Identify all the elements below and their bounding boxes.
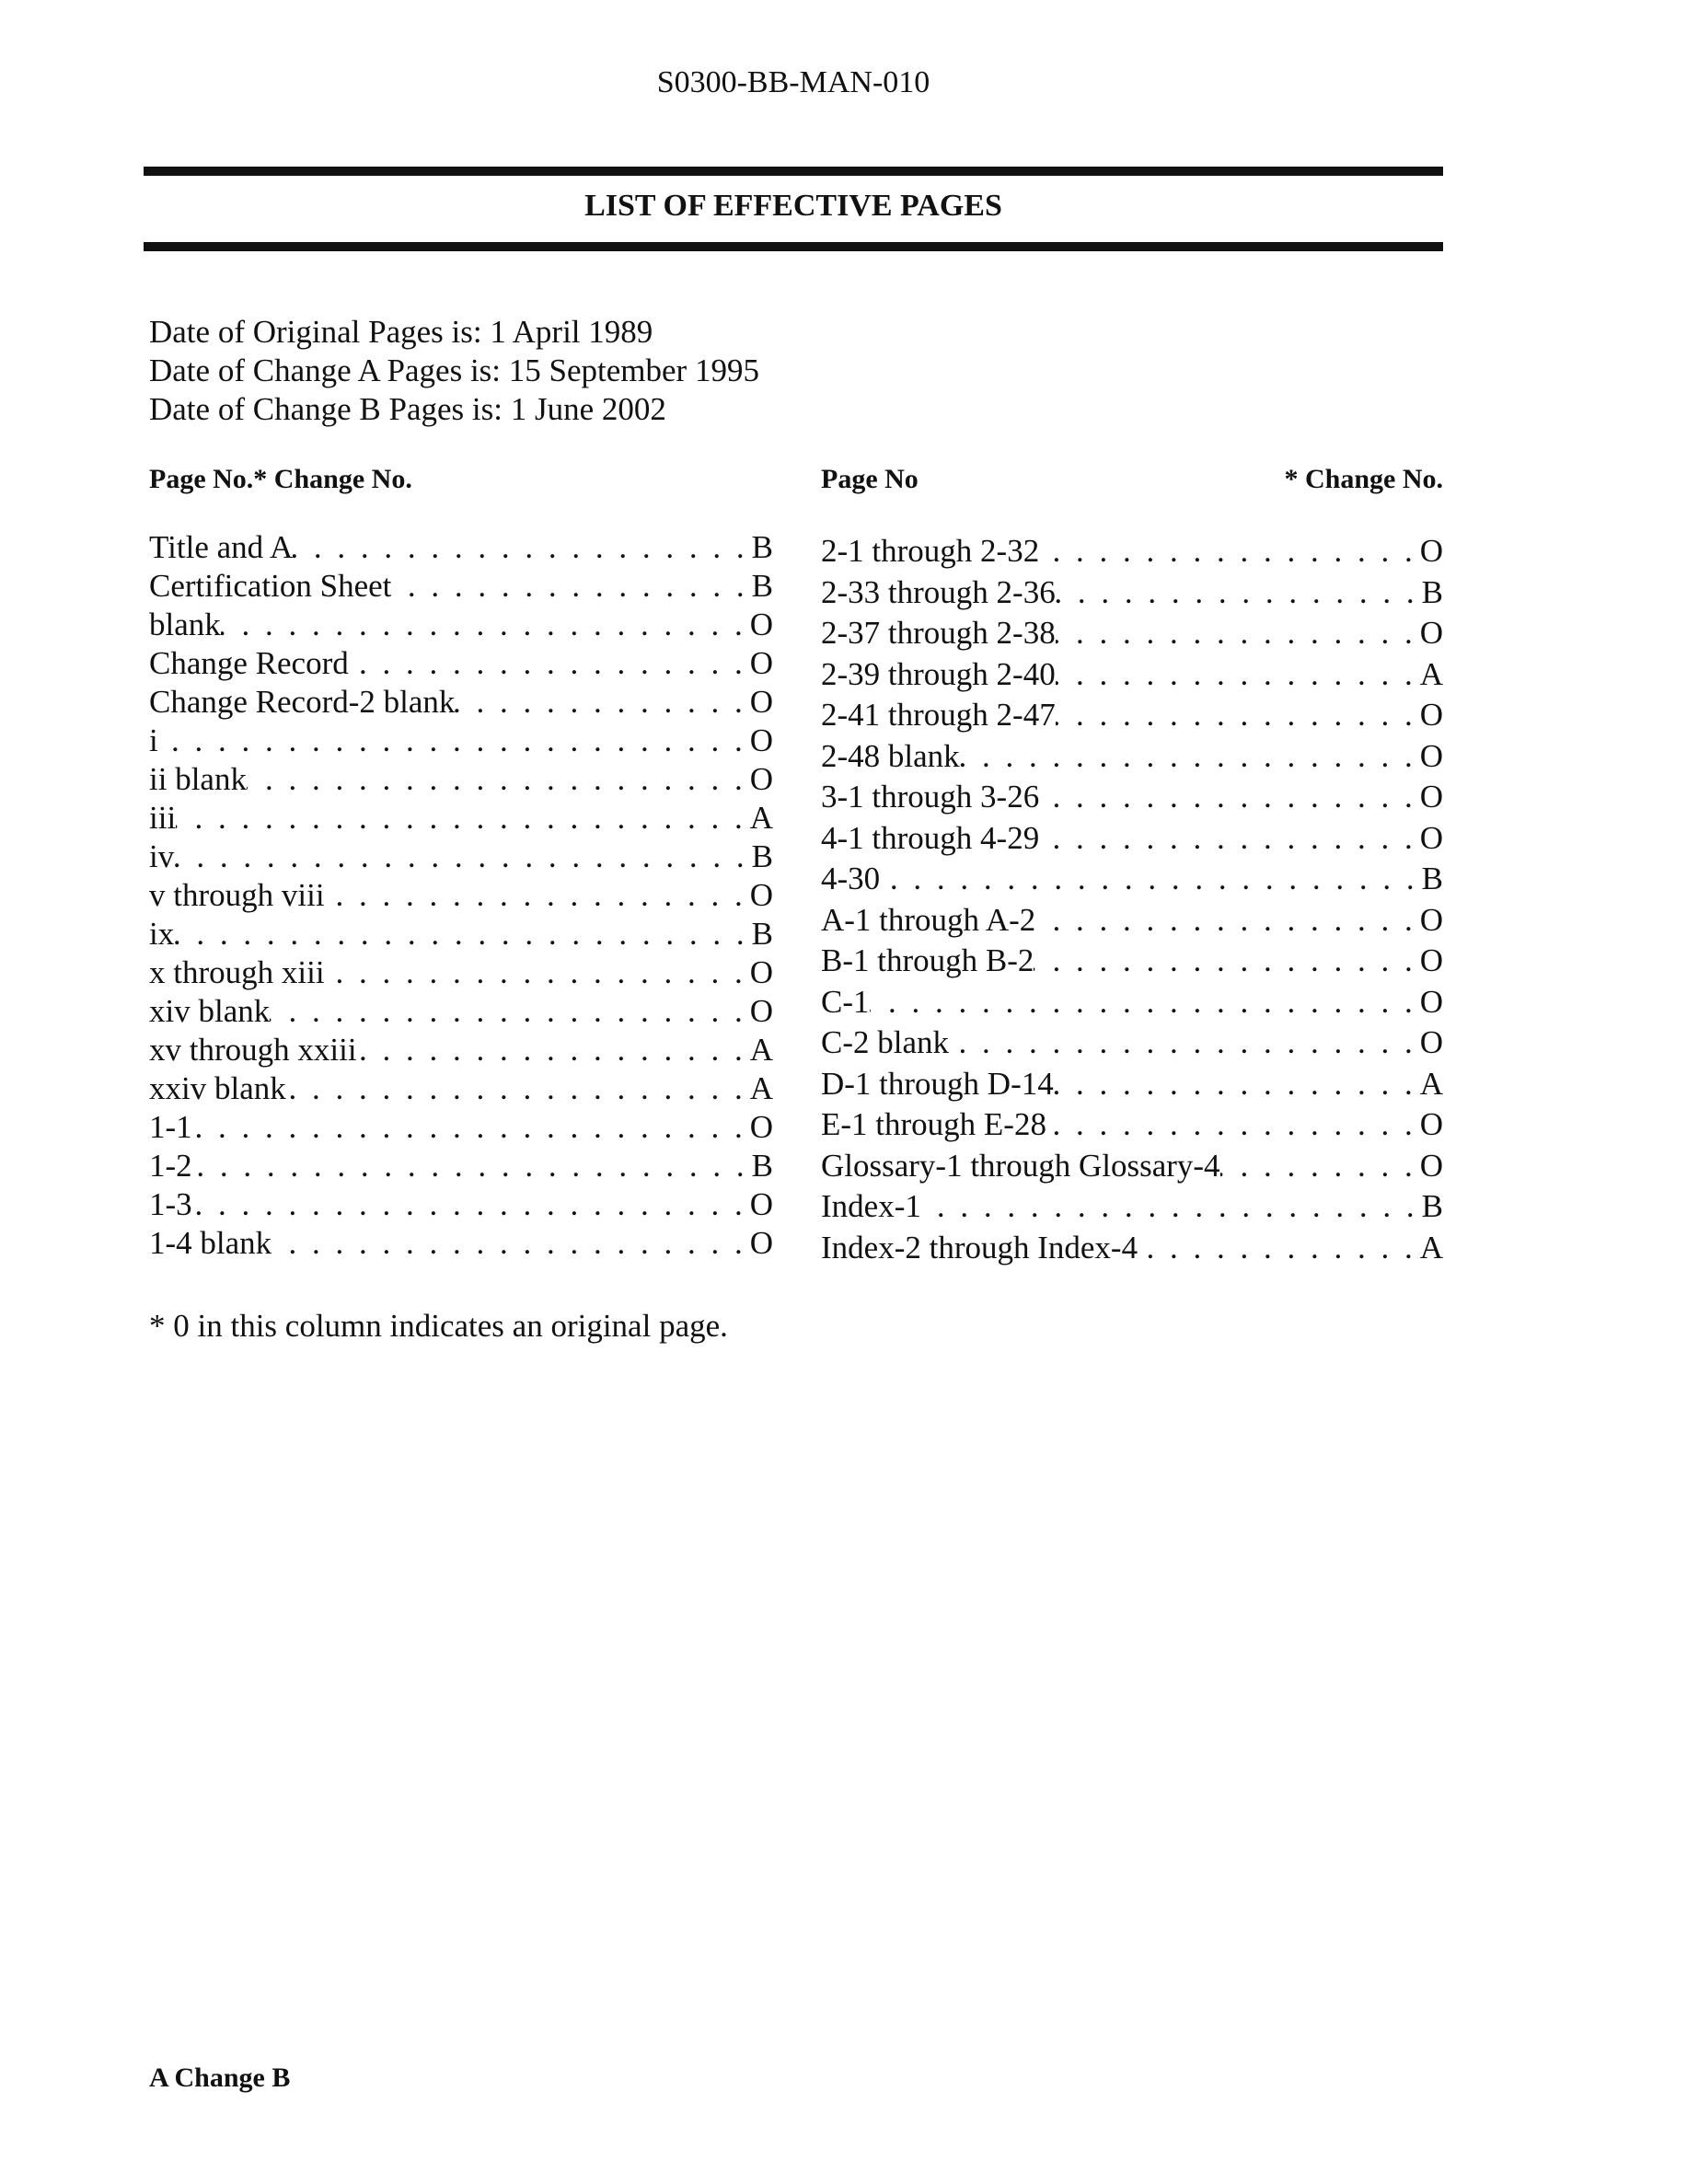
list-item [149, 1069, 773, 1108]
dot-leader [192, 1108, 750, 1147]
list-item [821, 1023, 1443, 1064]
page-number: 2-39 through 2-40 [821, 655, 1056, 692]
page-number: 3-1 through 3-26 [821, 779, 1040, 815]
change-code: O [749, 761, 773, 797]
change-code: O [749, 1225, 773, 1261]
page-number: C-2 blank [821, 1024, 950, 1060]
dot-leader [272, 1224, 750, 1263]
change-code: O [1419, 1106, 1443, 1142]
page-number: v through viii [149, 877, 325, 913]
page-number: 4-1 through 4-29 [821, 819, 1040, 856]
date-original: Date of Original Pages is: 1 April 1989 [149, 314, 653, 350]
change-code: O [1419, 737, 1443, 774]
list-item [149, 683, 773, 722]
change-dates [149, 313, 759, 429]
page-number: Title and A [149, 529, 294, 565]
list-item [821, 736, 1443, 778]
change-code: B [1421, 861, 1443, 896]
change-code: B [751, 529, 773, 565]
title-rule-top [144, 167, 1443, 176]
dot-leader [270, 992, 749, 1031]
change-code: A [749, 1070, 773, 1106]
change-code: O [749, 1109, 773, 1145]
date-change-a: Date of Change A Pages is: 15 September 1995 [149, 352, 759, 388]
page-number: 2-48 blank [821, 737, 960, 774]
list-item [149, 838, 773, 876]
change-code: A [749, 1032, 773, 1068]
change-code: A [1419, 1065, 1443, 1102]
page-number: B-1 through B-2 [821, 942, 1034, 978]
dot-leader [349, 644, 750, 683]
page-number: Change Record-2 blank [149, 684, 456, 720]
dot-leader [870, 982, 1420, 1023]
list-item [149, 876, 773, 915]
page-title: LIST OF EFFECTIVE PAGES [584, 189, 1002, 223]
list-item [149, 799, 773, 838]
dot-leader [455, 683, 749, 722]
change-code: O [749, 877, 773, 913]
page-number: Glossary-1 through Glossary-4 [821, 1147, 1220, 1184]
page-number: D-1 through D-14 [821, 1065, 1054, 1102]
change-code: A [1419, 655, 1443, 692]
list-item [149, 953, 773, 992]
page-number: iv [149, 838, 175, 874]
dot-leader [391, 567, 751, 606]
dot-leader [293, 528, 751, 567]
list-item [149, 1031, 773, 1069]
dot-leader [1220, 1146, 1420, 1187]
page-number: i [149, 722, 158, 758]
list-item [821, 695, 1443, 736]
page-footer: A Change B [149, 2063, 291, 2093]
right-page-list [821, 531, 1443, 1268]
list-item [821, 818, 1443, 860]
dot-leader [1039, 777, 1420, 818]
list-item [821, 1146, 1443, 1187]
list-item [149, 567, 773, 606]
dot-leader [1034, 941, 1419, 982]
dot-leader [1056, 613, 1420, 654]
left-column-header: Page No.* Change No. [149, 464, 412, 494]
dot-leader [1056, 695, 1420, 736]
list-item [149, 528, 773, 567]
list-item [821, 1228, 1443, 1269]
change-code: O [1419, 697, 1443, 733]
dot-leader [247, 760, 750, 799]
change-code: B [751, 838, 773, 874]
dot-leader [949, 1023, 1420, 1064]
change-code: A [749, 800, 773, 836]
dot-leader [325, 876, 750, 915]
page-number: 1-1 [149, 1109, 192, 1145]
dot-leader [221, 606, 750, 644]
page-number: ii blank [149, 761, 247, 797]
change-code: O [1419, 779, 1443, 815]
change-code: O [1419, 901, 1443, 938]
page-number: 2-1 through 2-32 [821, 533, 1040, 569]
dot-leader [192, 1185, 750, 1224]
list-item [821, 900, 1443, 942]
list-item [821, 654, 1443, 696]
change-code: O [1419, 983, 1443, 1020]
document-id: S0300-BB-MAN-010 [656, 65, 930, 99]
change-code: B [1421, 573, 1443, 610]
dot-leader [286, 1069, 750, 1108]
dot-leader [357, 1031, 750, 1069]
title-rule-bottom [144, 242, 1443, 251]
change-code: O [749, 607, 773, 642]
change-code: O [1419, 1147, 1443, 1184]
right-column-header-change: * Change No. [1284, 464, 1443, 494]
change-code: O [1419, 615, 1443, 651]
list-item [149, 1147, 773, 1185]
page-number: A-1 through A-2 [821, 901, 1036, 938]
change-code: O [1419, 942, 1443, 978]
dot-leader [176, 799, 750, 838]
change-code: O [749, 954, 773, 990]
list-item [149, 915, 773, 953]
page-number: 2-33 through 2-36 [821, 573, 1056, 610]
page-number: ix [149, 916, 175, 952]
page-number: 1-2 [149, 1148, 192, 1184]
page-number: Certification Sheet [149, 568, 392, 604]
page-number: iii [149, 800, 177, 836]
list-item [149, 1108, 773, 1147]
list-item [149, 722, 773, 760]
page-number: 4-30 [821, 861, 881, 896]
footnote: * 0 in this column indicates an original page. [149, 1308, 728, 1344]
page-number: E-1 through E-28 [821, 1106, 1046, 1142]
dot-leader [325, 953, 750, 992]
change-code: O [749, 1186, 773, 1222]
change-code: O [1419, 1024, 1443, 1060]
change-code: A [1419, 1229, 1443, 1265]
list-item [149, 1224, 773, 1263]
list-item [821, 1104, 1443, 1146]
dot-leader [1046, 1104, 1420, 1146]
left-page-list [149, 528, 773, 1263]
page-number: Change Record [149, 645, 349, 681]
page-number: 2-37 through 2-38 [821, 615, 1056, 651]
dot-leader [921, 1186, 1422, 1228]
change-code: B [751, 568, 773, 604]
page-number: Index-1 [821, 1188, 921, 1224]
list-item [821, 1064, 1443, 1105]
dot-leader [1039, 818, 1420, 860]
list-item [821, 941, 1443, 982]
page-number: 1-3 [149, 1186, 192, 1222]
list-item [149, 760, 773, 799]
list-item [149, 992, 773, 1031]
list-item [821, 777, 1443, 818]
page-number: C-1 [821, 983, 870, 1020]
change-code: O [749, 684, 773, 720]
list-item [821, 613, 1443, 654]
list-item [821, 572, 1443, 614]
list-item [149, 644, 773, 683]
dot-leader [1056, 572, 1422, 614]
page-number: xv through xxiii [149, 1032, 357, 1068]
list-item [821, 1186, 1443, 1228]
page-number: 2-41 through 2-47 [821, 697, 1056, 733]
dot-leader [1039, 531, 1420, 572]
change-code: O [749, 993, 773, 1029]
change-code: B [751, 916, 773, 952]
list-item [149, 1185, 773, 1224]
dot-leader [960, 736, 1420, 778]
dot-leader [174, 915, 751, 953]
dot-leader [1035, 900, 1419, 942]
list-item [149, 606, 773, 644]
change-code: O [749, 722, 773, 758]
dot-leader [1054, 1064, 1420, 1105]
list-item [821, 982, 1443, 1023]
page-number: blank [149, 607, 221, 642]
page-number: xiv blank [149, 993, 271, 1029]
change-code: B [751, 1148, 773, 1184]
date-change-b: Date of Change B Pages is: 1 June 2002 [149, 391, 666, 427]
dot-leader [192, 1147, 752, 1185]
page-number: Index-2 through Index-4 [821, 1229, 1138, 1265]
right-column-header-page: Page No [821, 464, 919, 494]
dot-leader [1138, 1228, 1420, 1269]
page-number: x through xiii [149, 954, 325, 990]
change-code: O [749, 645, 773, 681]
change-code: O [1419, 533, 1443, 569]
page-number: 1-4 blank [149, 1225, 272, 1261]
dot-leader [174, 838, 751, 876]
list-item [821, 859, 1443, 900]
change-code: O [1419, 819, 1443, 856]
dot-leader [158, 722, 750, 760]
page-number: xxiv blank [149, 1070, 286, 1106]
dot-leader [1056, 654, 1420, 696]
change-code: B [1421, 1188, 1443, 1224]
list-item [821, 531, 1443, 572]
dot-leader [880, 859, 1421, 900]
